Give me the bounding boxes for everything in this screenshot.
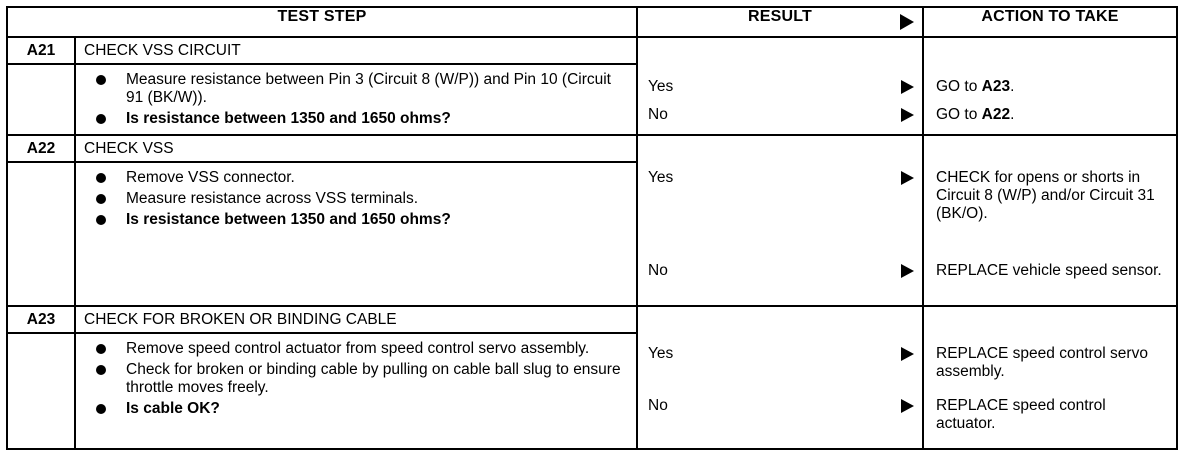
- arrow-right-icon: [901, 347, 914, 361]
- bullet-icon: [96, 215, 106, 225]
- step-body: [75, 333, 637, 449]
- list-item: Remove VSS connector.: [94, 169, 630, 187]
- step-id: A23: [7, 306, 75, 333]
- action-cell-a21: [923, 37, 1177, 135]
- list-item: Measure resistance between Pin 3 (Circuit 8 (W/P)) and Pin 10 (Circuit 91 (BK/W)).: [94, 71, 630, 107]
- arrow-right-icon: [900, 14, 914, 30]
- diagnostic-table: [6, 6, 1178, 450]
- arrow-right-icon: [901, 108, 914, 122]
- result-value: Yes: [648, 345, 674, 363]
- action-text: CHECK for opens or shorts in Circuit 8 (W/P) and/or Circuit 31 (BK/O).: [936, 169, 1155, 223]
- arrow-right-icon: [901, 399, 914, 413]
- step-title: CHECK FOR BROKEN OR BINDING CABLE: [75, 306, 637, 333]
- list-item: Is cable OK?: [94, 400, 630, 418]
- bullet-icon: [96, 404, 106, 414]
- result-line: [648, 345, 914, 363]
- result-value: No: [648, 106, 668, 123]
- step-body: [75, 162, 637, 306]
- result-line: [648, 262, 914, 280]
- action-text: GO to A22.: [936, 106, 1015, 123]
- result-value: No: [648, 397, 668, 415]
- result-value: Yes: [648, 169, 674, 187]
- step-title-row-a22: [7, 135, 1177, 162]
- header-result-label: RESULT: [747, 8, 812, 25]
- result-value: No: [648, 262, 668, 280]
- result-line: [648, 397, 914, 415]
- step-body: [75, 64, 637, 135]
- bullet-icon: [96, 173, 106, 183]
- result-line: [648, 169, 914, 187]
- result-cell-a22: [637, 135, 923, 306]
- action-text: REPLACE vehicle speed sensor.: [936, 262, 1162, 280]
- step-id-spacer: [7, 162, 75, 306]
- step-id: A21: [7, 37, 75, 64]
- table-header-row: [7, 7, 1177, 37]
- header-action: ACTION TO TAKE: [923, 7, 1177, 37]
- result-cell-a23: [637, 306, 923, 449]
- list-item: Measure resistance across VSS terminals.: [94, 190, 630, 208]
- result-line: [648, 78, 914, 96]
- bullet-icon: [96, 365, 106, 375]
- header-result: [637, 7, 923, 37]
- bullet-icon: [96, 75, 106, 85]
- action-text: GO to A23.: [936, 78, 1015, 95]
- bullet-icon: [96, 194, 106, 204]
- arrow-right-icon: [901, 264, 914, 278]
- action-text: REPLACE speed control servo assembly.: [936, 345, 1148, 381]
- list-item: Is resistance between 1350 and 1650 ohms?: [94, 211, 630, 229]
- arrow-right-icon: [901, 171, 914, 185]
- step-title-row-a23: [7, 306, 1177, 333]
- step-id-spacer: [7, 64, 75, 135]
- header-test-step: TEST STEP: [7, 7, 637, 37]
- list-item: Check for broken or binding cable by pulling on cable ball slug to ensure throttle moves freely.: [94, 361, 630, 397]
- step-id: A22: [7, 135, 75, 162]
- result-cell-a21: [637, 37, 923, 135]
- step-title: CHECK VSS CIRCUIT: [75, 37, 637, 64]
- step-title-row-a21: [7, 37, 1177, 64]
- list-item: Is resistance between 1350 and 1650 ohms?: [94, 110, 630, 128]
- list-item: Remove speed control actuator from speed control servo assembly.: [94, 340, 630, 358]
- result-value: Yes: [648, 78, 674, 95]
- bullet-icon: [96, 114, 106, 124]
- arrow-right-icon: [901, 80, 914, 94]
- result-line: [648, 106, 914, 124]
- action-cell-a23: [923, 306, 1177, 449]
- action-cell-a22: [923, 135, 1177, 306]
- action-text: REPLACE speed control actuator.: [936, 397, 1106, 433]
- step-title: CHECK VSS: [75, 135, 637, 162]
- bullet-icon: [96, 344, 106, 354]
- step-id-spacer: [7, 333, 75, 449]
